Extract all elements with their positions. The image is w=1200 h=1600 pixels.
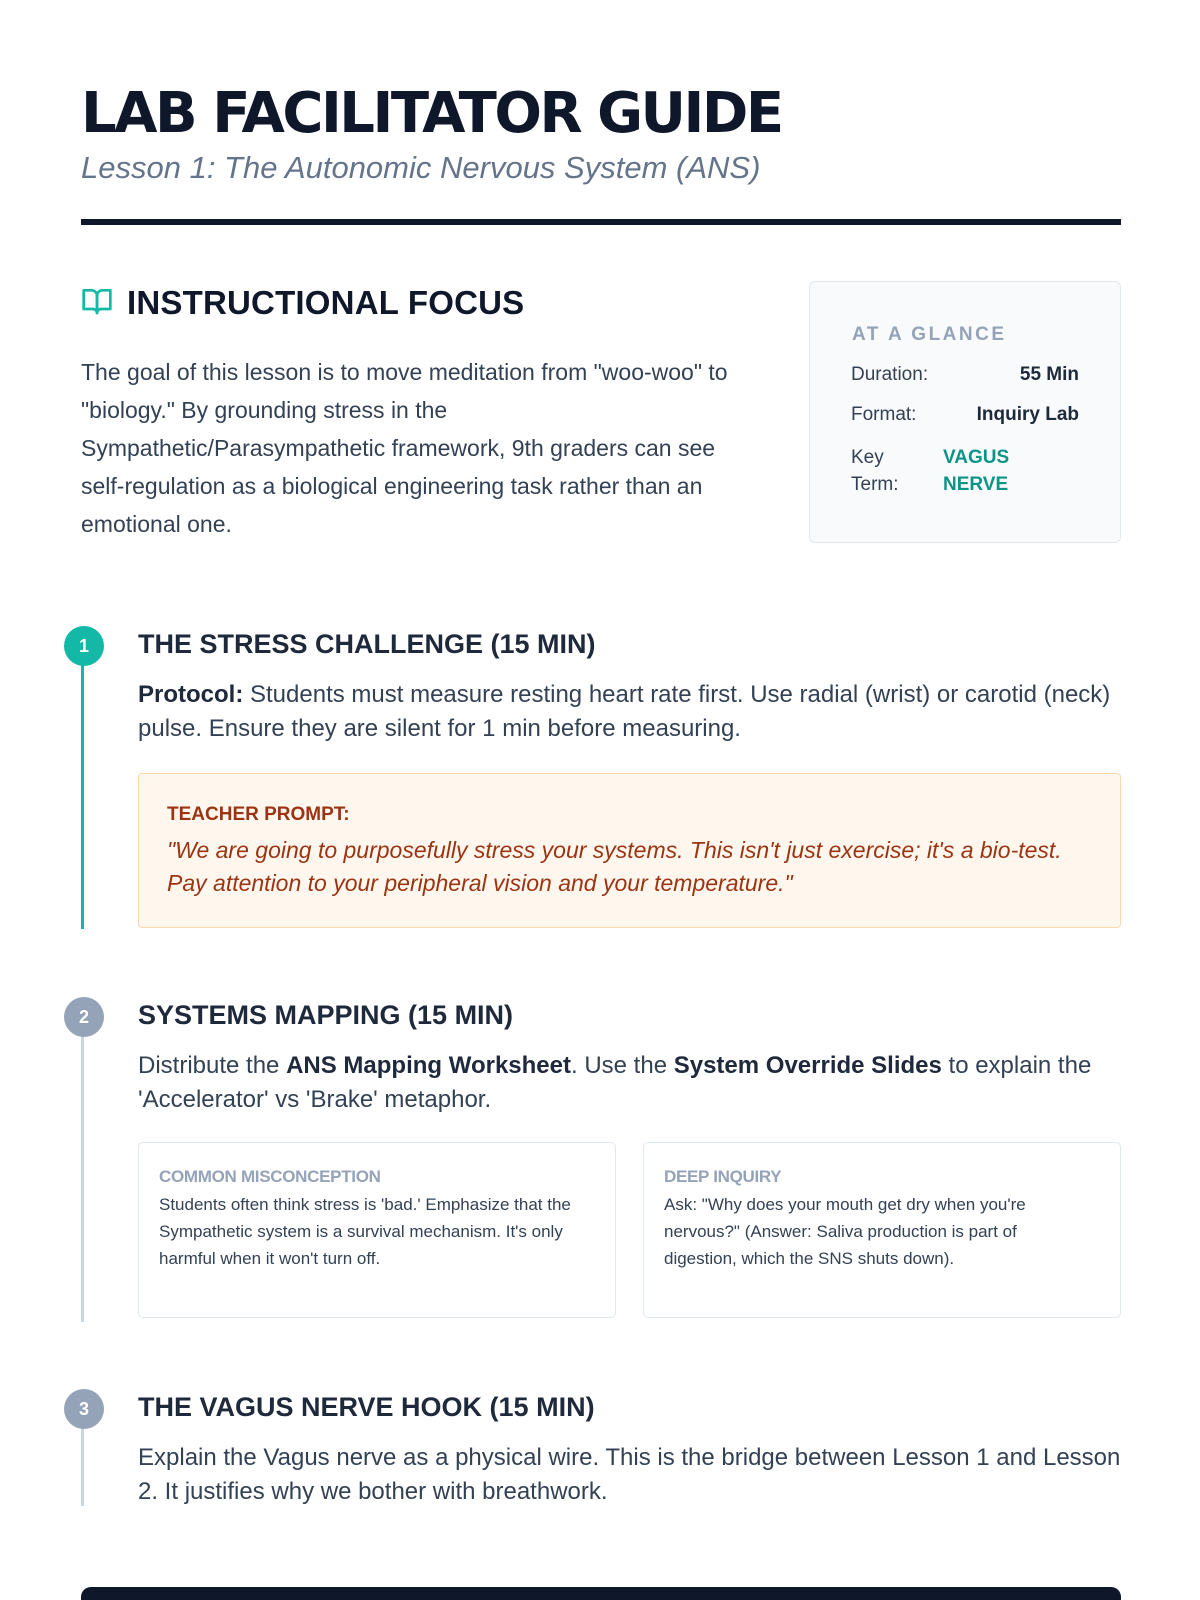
format-value: Inquiry Lab — [976, 404, 1079, 425]
step-1-line — [81, 644, 84, 929]
format-row — [851, 404, 1079, 426]
step-1-title: THE STRESS CHALLENGE (15 MIN) — [138, 629, 596, 659]
step-2-title: SYSTEMS MAPPING (15 MIN) — [138, 1000, 514, 1030]
worksheet-name: ANS Mapping Worksheet — [286, 1052, 571, 1079]
step-2-badge: 2 — [64, 997, 104, 1037]
step-2-body — [138, 1049, 1121, 1117]
misconception-text: Students often think stress is 'bad.' Emphasize that the Sympathetic system is a survival mechanism. It's only harmful when it won't turn off. — [159, 1195, 571, 1268]
glance-title: AT A GLANCE — [852, 324, 1007, 345]
step-3-body: Explain the Vagus nerve as a physical wire. This is the bridge between Lesson 1 and Lesson 2. It justifies why we bother with breathwork. — [138, 1444, 1121, 1505]
focus-heading — [81, 284, 524, 322]
misconception-card — [138, 1142, 616, 1318]
slides-name: System Override Slides — [673, 1052, 942, 1079]
step-2-line — [81, 1034, 84, 1322]
focus-body: The goal of this lesson is to move meditation from "woo-woo" to "biology." By grounding stress in the Sympathetic/Parasympathetic framework, 9th graders can see self-regulation as a biological engineering task rather than an emotional one. — [81, 359, 728, 537]
duration-label: Duration: — [851, 364, 929, 385]
format-label: Format: — [851, 404, 917, 425]
teacher-prompt-box — [138, 773, 1121, 928]
step-1-badge: 1 — [64, 626, 104, 666]
page-subtitle: Lesson 1: The Autonomic Nervous System (ANS) — [81, 150, 761, 185]
facilitator-guide — [78, 0, 1121, 1600]
teacher-prompt-text: "We are going to purposefully stress your systems. This isn't just exercise; it's a bio-test. Pay attention to your peripheral vision and your temperature." — [167, 837, 1062, 896]
step-3-badge: 3 — [64, 1389, 104, 1429]
step-2-text-c: to explain the 'Accelerator' vs 'Brake' metaphor. — [138, 1052, 1092, 1113]
page-title: LAB FACILITATOR GUIDE — [81, 81, 782, 146]
deep-inquiry-text: Ask: "Why does your mouth get dry when you're nervous?" (Answer: Saliva production is part of digestion, which the SNS shuts down). — [664, 1195, 1026, 1268]
duration-row — [851, 364, 1079, 386]
duration-value: 55 Min — [1019, 364, 1079, 385]
step-2-text-b: . Use the — [571, 1052, 674, 1079]
teacher-prompt-label: TEACHER PROMPT: — [167, 804, 350, 825]
step-3-title: THE VAGUS NERVE HOOK (15 MIN) — [138, 1392, 595, 1422]
deep-inquiry-card — [643, 1142, 1121, 1318]
step-2-text-a: Distribute the — [138, 1052, 287, 1079]
misconception-label: COMMON MISCONCEPTION — [159, 1167, 381, 1186]
focus-title: INSTRUCTIONAL FOCUS — [127, 284, 525, 321]
footer-bar — [81, 1587, 1121, 1600]
protocol-label: Protocol: — [138, 681, 244, 708]
protocol-text: Students must measure resting heart rate first. Use radial (wrist) or carotid (neck) pulse. Ensure they are silent for 1 min before measuring. — [138, 681, 1111, 742]
header-divider — [81, 219, 1121, 225]
key-term-label: Key Term: — [851, 447, 899, 495]
step-1-body — [138, 678, 1121, 746]
step-3-line — [81, 1426, 84, 1506]
deep-inquiry-label: DEEP INQUIRY — [664, 1167, 782, 1186]
book-open-icon — [81, 285, 113, 322]
key-term-value: VAGUS NERVE — [943, 447, 1010, 495]
